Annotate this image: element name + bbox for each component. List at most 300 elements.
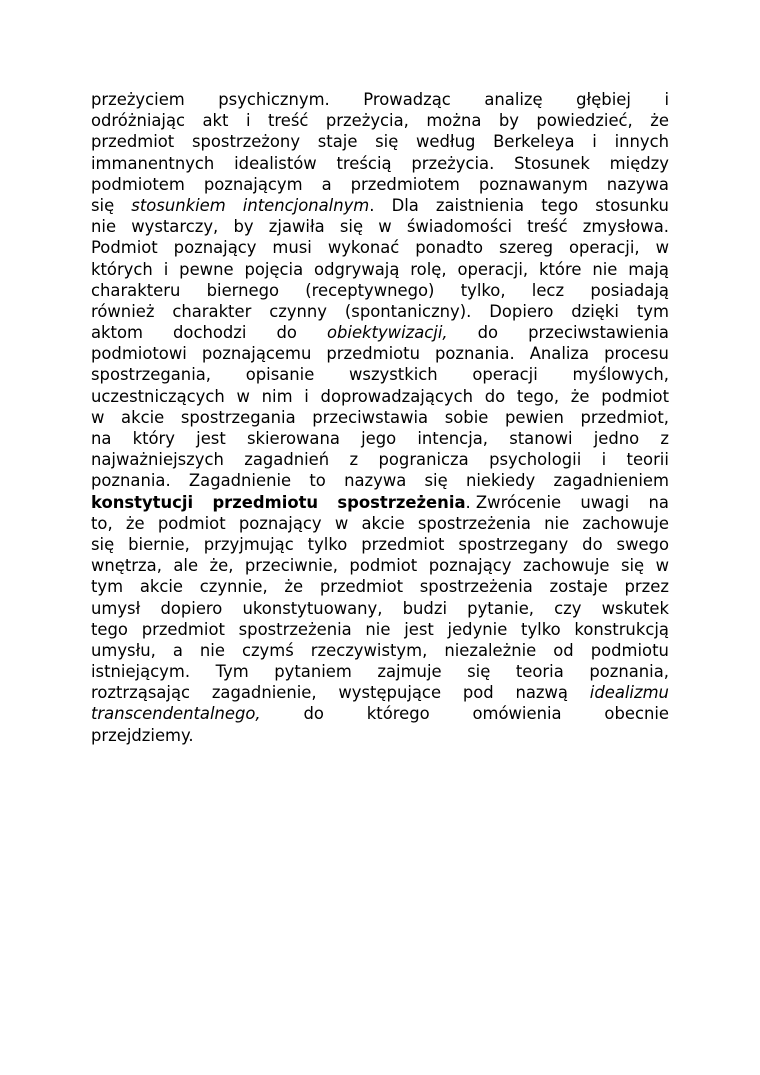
word	[602, 598, 669, 619]
word-text: podmiot	[349, 556, 418, 576]
word	[418, 513, 531, 534]
word	[411, 153, 494, 174]
word	[305, 280, 434, 301]
word-text: akcie	[121, 407, 165, 427]
word	[461, 280, 506, 301]
word-text: dzięki	[571, 301, 619, 321]
word	[242, 640, 294, 661]
word	[509, 428, 572, 449]
word	[499, 237, 553, 258]
word	[268, 110, 308, 131]
word	[523, 555, 610, 576]
word-text: że	[125, 513, 145, 533]
word-text: zaistnienia	[435, 195, 525, 215]
word	[574, 619, 669, 640]
word-text: a	[321, 174, 332, 194]
word-text: staje	[317, 132, 358, 152]
word	[309, 470, 325, 491]
word-text: pod	[462, 683, 494, 703]
word	[589, 661, 669, 682]
word	[515, 682, 568, 703]
word-text: doprowadzających	[320, 386, 474, 406]
word	[363, 89, 451, 110]
word-text: pewne	[179, 259, 234, 279]
word-text: poznawanym	[478, 174, 588, 194]
word-text: od	[553, 640, 574, 660]
word-text: przeżycia.	[411, 153, 495, 173]
word-text: aktom	[91, 323, 143, 343]
word	[216, 661, 249, 682]
word	[196, 428, 226, 449]
word-text: treść	[527, 217, 568, 237]
word-text: przedmiot	[361, 534, 445, 554]
word-text: Analiza	[529, 344, 590, 364]
word	[650, 110, 669, 131]
word	[484, 89, 542, 110]
word	[365, 619, 390, 640]
text-line	[91, 364, 669, 385]
word	[91, 407, 104, 428]
word-text: Tym	[215, 662, 249, 682]
word-text: spostrzeżony	[191, 132, 301, 152]
word	[128, 534, 190, 555]
word-text: z	[349, 450, 359, 470]
word-text: innych	[614, 132, 669, 152]
word-text: i	[163, 259, 169, 279]
text-line	[91, 640, 669, 661]
word	[378, 449, 468, 470]
word	[426, 110, 481, 131]
word	[627, 449, 669, 470]
word	[489, 301, 553, 322]
text-line	[91, 216, 669, 237]
text-line	[91, 682, 669, 703]
word-text: w	[655, 556, 669, 576]
word	[91, 174, 185, 195]
word	[200, 640, 225, 661]
word-text: który	[132, 429, 175, 448]
word-text: idealistów	[234, 153, 317, 173]
word-text: spostrzeżenia	[238, 619, 352, 639]
text-line	[91, 703, 669, 724]
word	[269, 216, 325, 237]
word	[91, 682, 190, 703]
text-line	[91, 237, 669, 258]
word	[392, 195, 419, 216]
word	[335, 513, 348, 534]
word-text: czynny	[269, 301, 327, 321]
word	[326, 110, 409, 131]
word	[91, 237, 158, 258]
word-text: jedynie	[447, 619, 508, 639]
word	[218, 89, 329, 110]
word-text: czynnie,	[199, 577, 268, 597]
word	[595, 195, 669, 216]
word	[544, 513, 569, 534]
word	[407, 216, 512, 237]
word-text: zagadnieniem	[553, 471, 669, 491]
word-text: czymś	[241, 640, 294, 660]
word-text: do	[582, 534, 603, 554]
word-text: zagadnienie,	[211, 683, 317, 703]
word	[308, 534, 348, 555]
word	[246, 110, 251, 131]
text-line	[91, 619, 669, 640]
word-text: charakteru	[91, 280, 181, 300]
word-text: nie	[199, 640, 225, 660]
word	[311, 640, 428, 661]
word-text: wystarczy,	[131, 217, 219, 237]
word	[344, 470, 406, 491]
word-text: podmiotem	[91, 174, 185, 194]
word-text: się	[375, 132, 399, 152]
word-text: poznający	[238, 513, 322, 533]
text-line	[91, 470, 669, 491]
word-text: przedmiot,	[580, 407, 669, 427]
word-text: .	[369, 195, 375, 215]
word-text: spostrzeżenia	[419, 577, 533, 597]
word	[246, 364, 315, 385]
word	[237, 386, 250, 407]
word-text: przeciwnie,	[244, 556, 338, 576]
word	[530, 343, 589, 364]
word-text: w	[334, 513, 349, 533]
word	[493, 131, 574, 152]
word	[272, 237, 311, 258]
italic-term: stosunkiem	[131, 195, 226, 215]
word	[322, 174, 332, 195]
word-text: wskutek	[601, 598, 669, 618]
word-text: i	[304, 386, 309, 406]
word	[337, 153, 392, 174]
word	[244, 259, 303, 280]
word	[444, 640, 536, 661]
word	[121, 407, 164, 428]
word	[91, 322, 143, 343]
word-text: Dopiero	[489, 301, 554, 321]
word-text: szereg	[498, 238, 554, 258]
word-text: omówienia	[472, 704, 562, 724]
word	[505, 407, 564, 428]
word	[436, 195, 524, 216]
word-text: sobie	[444, 407, 489, 427]
word	[664, 89, 669, 110]
word-text: rzeczywistym,	[310, 640, 428, 660]
word-text: operacji,	[457, 259, 529, 279]
word-text: których	[91, 259, 153, 279]
word-text: i	[245, 111, 251, 131]
word-text: jego	[361, 429, 397, 448]
word-text: intencja,	[417, 429, 489, 448]
word	[457, 259, 528, 280]
word-text: między	[609, 153, 669, 173]
word-text: ponadto	[415, 238, 483, 258]
word	[91, 513, 113, 534]
word-text: tego	[541, 195, 579, 215]
word-text: niekiedy	[465, 471, 536, 491]
word-text: Podmiot	[91, 238, 158, 258]
word-text: tego	[91, 619, 128, 639]
word	[350, 449, 359, 470]
word	[429, 555, 512, 576]
word	[189, 470, 291, 491]
word	[233, 216, 253, 237]
word	[172, 301, 251, 322]
word	[91, 153, 214, 174]
word	[320, 576, 403, 597]
word-text: przeżycia,	[325, 111, 409, 131]
word	[131, 216, 218, 237]
text-line	[91, 322, 669, 343]
word	[338, 682, 441, 703]
word	[212, 492, 318, 513]
word	[473, 703, 562, 724]
word-text: z	[660, 429, 669, 448]
word-text: pytanie,	[467, 598, 534, 618]
word-text: w	[655, 238, 669, 258]
word	[448, 619, 508, 640]
word-text: nim	[261, 386, 293, 406]
word-text: dopiero	[160, 598, 223, 618]
word	[458, 534, 568, 555]
italic-term: intencjonalnym	[242, 195, 370, 215]
text-line	[91, 428, 669, 449]
text-line	[91, 555, 669, 576]
word	[420, 576, 533, 597]
word	[318, 131, 358, 152]
word	[340, 216, 363, 237]
word	[312, 407, 428, 428]
word-text: przedmiot	[141, 619, 225, 639]
word-text: że,	[209, 556, 234, 576]
word-text: (spontaniczny).	[344, 301, 472, 321]
word-text: niezależnie	[444, 640, 537, 660]
word-text: rolę,	[410, 259, 447, 279]
word-text: również	[91, 301, 155, 321]
word-text: podmiot	[157, 513, 226, 533]
word	[536, 110, 632, 131]
word	[404, 619, 434, 640]
word	[314, 259, 399, 280]
word	[601, 386, 669, 407]
word-text: przeciwstawienia	[528, 323, 669, 343]
bold-term: spostrzeżenia	[337, 492, 466, 512]
word-text: czy	[554, 598, 582, 618]
word	[91, 301, 154, 322]
word-text: konstrukcją	[574, 619, 669, 639]
word-text: tym	[91, 577, 124, 597]
word-text: tego,	[516, 386, 560, 406]
word	[91, 725, 194, 746]
bold-term: konstytucji	[91, 492, 194, 512]
word-text: operacji,	[569, 238, 640, 258]
word	[262, 386, 293, 407]
word-text: że	[284, 577, 304, 597]
text-line	[91, 492, 669, 513]
word-text: akcie	[361, 513, 405, 533]
word-text: uwagi	[580, 492, 630, 512]
word-text: na	[91, 429, 112, 448]
word	[247, 428, 340, 449]
word	[516, 661, 564, 682]
text-line	[91, 576, 669, 597]
word	[580, 492, 629, 513]
word-text: ale	[173, 556, 199, 576]
word	[173, 322, 246, 343]
word	[625, 576, 669, 597]
word	[571, 301, 619, 322]
word-text: Dla	[391, 195, 419, 215]
word-text: myślowych,	[572, 365, 669, 385]
word-text: w	[378, 217, 392, 237]
word-text: w	[91, 407, 105, 427]
word-text: nie	[91, 217, 117, 237]
word-text: spostrzegania	[180, 407, 296, 427]
word	[181, 407, 296, 428]
word	[243, 598, 383, 619]
word-text: by	[498, 111, 519, 131]
italic-term: idealizmu	[589, 683, 669, 703]
text-line	[91, 661, 669, 682]
word-text: w	[236, 386, 250, 406]
word	[239, 513, 322, 534]
word-text: do	[303, 704, 324, 724]
word	[269, 301, 327, 322]
word-text: poznający	[428, 556, 512, 576]
word	[142, 619, 225, 640]
word-text: się	[424, 471, 448, 491]
word-text: odgrywają	[314, 259, 400, 279]
word	[204, 174, 303, 195]
word-text: powiedzieć,	[536, 111, 633, 131]
word	[637, 301, 669, 322]
word	[572, 364, 669, 385]
word-text: do	[276, 323, 297, 343]
word	[179, 259, 233, 280]
word-text: zagadnień	[244, 450, 330, 470]
word-text: pytaniem	[274, 662, 352, 682]
word-text: jedno	[593, 429, 640, 448]
word-text: treść	[267, 111, 309, 131]
word	[489, 449, 581, 470]
word	[466, 470, 535, 491]
word-text: teoria	[515, 662, 564, 682]
word	[592, 131, 597, 152]
word	[284, 576, 303, 597]
text-line	[91, 280, 669, 301]
word-text: podmiot	[601, 386, 669, 406]
text-line	[91, 343, 669, 364]
word-text: do	[484, 386, 506, 406]
text-line	[91, 534, 669, 555]
word-text: i	[601, 450, 607, 470]
word-text: przedmiotu	[326, 344, 420, 364]
word-text: najważniejszych	[91, 450, 224, 470]
word-text: ukonstytuowany,	[242, 598, 383, 618]
word	[91, 386, 225, 407]
text-line	[91, 131, 669, 152]
word	[239, 619, 352, 640]
word-text: roztrząsając	[91, 683, 191, 703]
word-text: poznający	[173, 238, 257, 258]
text-line	[91, 386, 669, 407]
word-text: psychologii	[489, 450, 582, 470]
word	[403, 598, 447, 619]
word	[140, 576, 183, 597]
word	[417, 428, 488, 449]
word	[416, 131, 475, 152]
word	[126, 513, 145, 534]
word	[581, 407, 669, 428]
word	[463, 682, 494, 703]
word-text: zmysłowa.	[582, 217, 669, 237]
word-text: charakter	[172, 301, 252, 321]
text-line	[91, 513, 669, 534]
word	[91, 576, 123, 597]
word	[582, 513, 669, 534]
word	[517, 386, 559, 407]
text-line	[91, 153, 669, 174]
word	[367, 703, 430, 724]
word-text: które	[539, 259, 582, 279]
word	[553, 470, 669, 491]
word-text: na	[648, 492, 669, 512]
word	[554, 598, 581, 619]
word	[326, 343, 420, 364]
word-text: tylko	[521, 619, 561, 639]
word-text: się	[91, 534, 115, 554]
word-text: i	[592, 132, 597, 152]
word-text: nazywa	[606, 174, 669, 194]
word	[615, 131, 669, 152]
word	[604, 343, 669, 364]
word	[656, 555, 669, 576]
word	[467, 598, 534, 619]
word-text: Zagadnienie	[188, 471, 292, 491]
word	[485, 386, 505, 407]
word	[91, 280, 180, 301]
word-text: poznania.	[91, 471, 171, 491]
word-text: i	[664, 90, 669, 109]
word-text: stanowi	[509, 429, 573, 448]
text-line	[91, 725, 669, 746]
word	[207, 280, 279, 301]
word	[244, 449, 329, 470]
word-text: by	[233, 217, 254, 237]
word	[328, 237, 400, 258]
word	[499, 110, 519, 131]
word-text: podmiotu	[590, 640, 669, 660]
word-text: umysłu,	[91, 640, 156, 660]
word	[582, 534, 602, 555]
word-text: poznającym	[203, 174, 303, 194]
word	[425, 470, 448, 491]
word-text: przejdziemy.	[91, 725, 194, 745]
word	[304, 386, 309, 407]
word-text: głębiej	[576, 90, 631, 109]
word	[91, 534, 114, 555]
bold-term: przedmiotu	[212, 492, 319, 512]
word	[160, 598, 222, 619]
word	[345, 301, 471, 322]
word-text: to,	[91, 513, 113, 533]
word	[592, 259, 617, 280]
word	[375, 131, 398, 152]
word	[607, 174, 669, 195]
word-text: przeciwstawia	[312, 407, 429, 427]
word-text: dochodzi	[173, 323, 247, 343]
word-text: nie	[365, 619, 391, 639]
